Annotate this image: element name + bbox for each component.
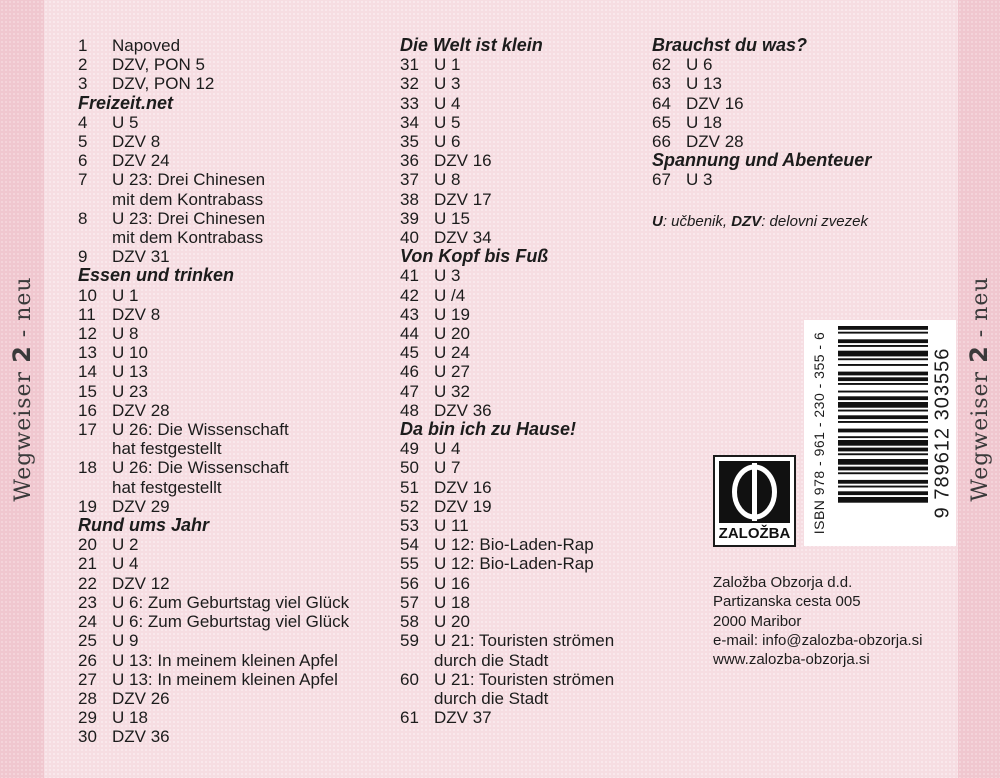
track-title-continuation: mit dem Kontrabass (112, 228, 264, 248)
track-number: 14 (78, 362, 97, 382)
track-number: 44 (400, 324, 419, 344)
track-title: U 5 (434, 112, 461, 132)
track-title: U 13: In meinem kleinen Apfel (112, 650, 338, 670)
track-entry (400, 362, 614, 381)
track-entry (400, 574, 614, 593)
track-title: U 6: Zum Geburtstag viel Glück (112, 612, 350, 632)
track-number: 36 (400, 151, 419, 171)
track-title: DZV 26 (112, 688, 170, 708)
isbn-label-wrap (804, 320, 834, 546)
track-number: 54 (400, 535, 419, 555)
track-title-continuation: hat festgestellt (112, 439, 222, 459)
publisher-logo (713, 455, 796, 547)
track-title: DZV 8 (112, 304, 161, 324)
track-number: 16 (78, 400, 97, 420)
track-title: U 3 (434, 74, 461, 94)
track-number: 45 (400, 343, 419, 363)
section-heading: Rund ums Jahr (78, 515, 210, 536)
track-number: 33 (400, 93, 419, 113)
track-entry (78, 55, 349, 74)
track-title: U 18 (112, 708, 148, 728)
publisher-email[interactable]: e-mail: info@zalozba-obzorja.si (713, 631, 923, 649)
track-number: 21 (78, 554, 97, 574)
spine-title-suffix: - neu (968, 276, 993, 346)
track-number: 13 (78, 343, 97, 363)
track-title: U 23: Drei Chinesen (112, 208, 266, 228)
track-title: U 5 (112, 112, 139, 132)
track-number: 10 (78, 285, 97, 305)
abbreviation-legend (652, 213, 868, 230)
publisher-info (713, 573, 922, 669)
track-title: DZV 34 (434, 228, 492, 248)
track-number: 51 (400, 477, 419, 497)
track-number: 11 (78, 304, 96, 324)
logo-mark (719, 461, 790, 523)
track-number: 53 (400, 516, 419, 536)
track-title: U 4 (434, 93, 461, 113)
spine-title-text: Wegweiser (968, 362, 993, 502)
track-title: DZV 37 (434, 708, 492, 728)
track-number: 60 (400, 669, 419, 689)
track-entry (400, 132, 614, 151)
track-title: U 15 (434, 208, 470, 228)
track-number: 26 (78, 650, 97, 670)
track-title: U 23 (112, 381, 148, 401)
track-entry (78, 74, 349, 93)
track-title: U 1 (112, 285, 139, 305)
track-number: 62 (652, 55, 671, 75)
track-entry (78, 708, 349, 727)
legend-u-abbr: U (652, 213, 663, 230)
track-number: 6 (78, 151, 88, 171)
track-number: 24 (78, 612, 97, 632)
track-number: 56 (400, 573, 419, 593)
track-entry (78, 612, 349, 631)
track-entry (652, 132, 871, 151)
track-title: U 12: Bio-Laden-Rap (434, 554, 594, 574)
track-title: DZV 19 (434, 496, 492, 516)
track-number: 8 (78, 208, 88, 228)
track-number: 9 (78, 247, 88, 267)
track-number: 29 (78, 708, 97, 728)
track-title: DZV 36 (112, 727, 170, 747)
track-entry (78, 651, 349, 670)
track-number: 57 (400, 592, 419, 612)
track-entry (78, 420, 349, 439)
track-number: 61 (400, 708, 419, 728)
track-number: 30 (78, 727, 97, 747)
track-number: 15 (78, 381, 97, 401)
track-number: 3 (78, 74, 88, 94)
track-entry (400, 439, 614, 458)
track-title: DZV 24 (112, 151, 170, 171)
track-number: 32 (400, 74, 419, 94)
track-entry (400, 228, 614, 247)
track-number: 67 (652, 170, 671, 190)
track-title: DZV 8 (112, 132, 161, 152)
track-number: 37 (400, 170, 419, 190)
track-entry (400, 497, 614, 516)
track-entry (652, 170, 871, 189)
track-number: 64 (652, 93, 671, 113)
track-number: 55 (400, 554, 419, 574)
track-number: 41 (400, 266, 419, 286)
legend-dzv-text: : delovni zvezek (761, 213, 868, 230)
track-entry (400, 305, 614, 324)
track-entry (78, 382, 349, 401)
track-title: U 21: Touristen strömen (434, 631, 615, 651)
section-heading: Da bin ich zu Hause! (400, 419, 577, 440)
track-title: U 16 (434, 573, 470, 593)
track-number: 43 (400, 304, 419, 324)
track-title: U 11 (434, 516, 469, 536)
track-entry (400, 74, 614, 93)
spine-title-left (8, 276, 36, 501)
track-entry (400, 478, 614, 497)
track-number: 18 (78, 458, 97, 478)
track-title: DZV 28 (112, 400, 170, 420)
track-title: U 20 (434, 612, 470, 632)
track-entry (400, 209, 614, 228)
track-title-continuation: durch die Stadt (434, 688, 549, 708)
track-title: U 32 (434, 381, 470, 401)
track-title: U 20 (434, 324, 470, 344)
track-entry (400, 190, 614, 209)
track-entry (400, 401, 614, 420)
track-number: 50 (400, 458, 419, 478)
track-entry (652, 74, 871, 93)
track-title: DZV, PON 12 (112, 74, 215, 94)
track-list-column-1 (78, 36, 349, 747)
track-entry (400, 708, 614, 727)
track-title: U 2 (112, 535, 139, 555)
track-entry (78, 324, 349, 343)
track-number: 20 (78, 535, 97, 555)
logo-name: ZALOŽBA (718, 525, 791, 542)
track-entry (78, 497, 349, 516)
track-number: 31 (400, 55, 419, 75)
track-title: DZV 16 (434, 477, 492, 497)
track-number: 34 (400, 112, 419, 132)
track-entry (400, 343, 614, 362)
track-entry (400, 170, 614, 189)
track-title: U 3 (434, 266, 461, 286)
section-heading: Die Welt ist klein (400, 35, 543, 55)
track-number: 66 (652, 132, 671, 152)
spine-volume-number: 2 (8, 345, 36, 363)
track-number: 27 (78, 669, 97, 689)
publisher-street: Partizanska cesta 005 (713, 593, 861, 611)
track-entry (400, 554, 614, 573)
track-number: 4 (78, 112, 88, 132)
track-title: U 18 (686, 112, 722, 132)
track-entry (78, 458, 349, 477)
track-entry (400, 151, 614, 170)
track-entry (400, 535, 614, 554)
track-entry (400, 516, 614, 535)
track-title: U 27 (434, 362, 470, 382)
track-entry (400, 113, 614, 132)
track-title: DZV 12 (112, 573, 170, 593)
track-entry (78, 209, 349, 228)
spine-volume-number: 2 (965, 345, 993, 363)
track-title: Napoved (112, 36, 181, 55)
publisher-city: 2000 Maribor (713, 612, 802, 630)
track-title: U 12: Bio-Laden-Rap (434, 535, 594, 555)
track-entry (78, 343, 349, 362)
legend-dzv-abbr: DZV (731, 213, 762, 230)
spine-title-text: Wegweiser (11, 362, 36, 502)
track-number: 7 (78, 170, 88, 190)
track-title: U 1 (434, 55, 461, 75)
legend-u-text: : učbenik, (662, 213, 732, 230)
track-entry (78, 170, 349, 189)
track-entry (400, 670, 614, 689)
track-title: DZV 16 (686, 93, 744, 113)
track-entry (400, 55, 614, 74)
track-title: DZV 16 (434, 151, 492, 171)
track-number: 38 (400, 189, 419, 209)
track-entry (400, 382, 614, 401)
spine-title-right (965, 276, 993, 501)
track-number: 48 (400, 400, 419, 420)
track-entry (400, 266, 614, 285)
track-entry (400, 631, 614, 650)
track-title: U 13: In meinem kleinen Apfel (112, 669, 338, 689)
track-number: 65 (652, 112, 671, 132)
track-title: U 6 (686, 55, 713, 75)
track-number: 47 (400, 381, 419, 401)
section-heading: Spannung und Abenteuer (652, 150, 872, 171)
section-heading: Brauchst du was? (652, 35, 808, 55)
isbn-label: ISBN 978 - 961 - 230 - 355 - 6 (811, 331, 827, 535)
section-heading: Freizeit.net (78, 92, 174, 113)
track-number: 17 (78, 420, 97, 440)
track-number: 12 (78, 324, 97, 344)
track-entry (78, 535, 349, 554)
track-title: U 26: Die Wissenschaft (112, 420, 289, 440)
track-title: U 10 (112, 343, 148, 363)
track-title: U 13 (686, 74, 722, 94)
publisher-website[interactable]: www.zalozba-obzorja.si (713, 651, 870, 669)
track-title-continuation: hat festgestellt (112, 477, 222, 497)
track-number: 23 (78, 592, 97, 612)
track-title: DZV 28 (686, 132, 744, 152)
track-number: 58 (400, 612, 419, 632)
spine-right (958, 0, 1000, 778)
track-title: DZV, PON 5 (112, 55, 205, 75)
track-title: U 9 (112, 631, 139, 651)
track-number: 5 (78, 132, 88, 152)
track-number: 40 (400, 228, 419, 248)
track-number: 35 (400, 132, 419, 152)
publisher-name: Založba Obzorja d.d. (713, 574, 853, 591)
track-entry (78, 132, 349, 151)
track-title: U 18 (434, 592, 470, 612)
track-entry (78, 286, 349, 305)
track-title: DZV 29 (112, 496, 170, 516)
track-entry (78, 574, 349, 593)
track-title: U 7 (434, 458, 461, 478)
track-entry (400, 94, 614, 113)
track-number: 52 (400, 496, 419, 516)
track-entry (400, 593, 614, 612)
track-entry (652, 94, 871, 113)
track-list-column-2 (400, 36, 614, 727)
section-heading: Essen und trinken (78, 265, 235, 286)
track-title: DZV 36 (434, 400, 492, 420)
track-entry (652, 113, 871, 132)
track-entry (78, 689, 349, 708)
isbn-digits-wrap (928, 320, 958, 546)
track-title: U /4 (434, 285, 466, 305)
track-title: DZV 31 (112, 247, 170, 267)
section-heading: Von Kopf bis Fuß (400, 246, 549, 267)
track-title: U 3 (686, 170, 713, 190)
track-title: U 6 (434, 132, 461, 152)
spine-title-suffix: - neu (11, 276, 36, 346)
track-list-column-3 (652, 36, 871, 190)
isbn-digits: 9 789612 303556 (931, 347, 954, 519)
track-title: U 19 (434, 304, 470, 324)
track-number: 49 (400, 439, 419, 459)
track-entry (78, 305, 349, 324)
track-entry (78, 631, 349, 650)
track-title: U 4 (434, 439, 461, 459)
track-number: 22 (78, 573, 97, 593)
track-number: 39 (400, 208, 419, 228)
track-entry (78, 151, 349, 170)
track-title: U 4 (112, 554, 139, 574)
track-entry (78, 401, 349, 420)
track-title: U 23: Drei Chinesen (112, 170, 266, 190)
track-title: U 6: Zum Geburtstag viel Glück (112, 592, 350, 612)
track-title-continuation: mit dem Kontrabass (112, 189, 264, 209)
track-title: U 8 (434, 170, 461, 190)
track-entry (78, 36, 349, 55)
track-entry (78, 247, 349, 266)
spine-left (0, 0, 44, 778)
track-title-continuation: durch die Stadt (434, 650, 549, 670)
track-number: 42 (400, 285, 419, 305)
track-title: U 26: Die Wissenschaft (112, 458, 289, 478)
track-entry (400, 612, 614, 631)
track-title: U 24 (434, 343, 470, 363)
track-title: U 21: Touristen strömen (434, 669, 615, 689)
track-entry (652, 55, 871, 74)
track-entry (78, 727, 349, 746)
track-number: 1 (78, 36, 88, 55)
track-entry (78, 554, 349, 573)
track-number: 19 (78, 496, 97, 516)
track-number: 59 (400, 631, 419, 651)
track-number: 63 (652, 74, 671, 94)
track-entry (400, 286, 614, 305)
track-title: U 8 (112, 324, 139, 344)
track-title: U 13 (112, 362, 148, 382)
track-entry (78, 113, 349, 132)
track-entry (78, 670, 349, 689)
track-entry (400, 324, 614, 343)
track-title: DZV 17 (434, 189, 492, 209)
track-entry (78, 593, 349, 612)
track-entry (400, 458, 614, 477)
logo-o-icon (719, 461, 790, 523)
track-entry (78, 362, 349, 381)
track-number: 46 (400, 362, 419, 382)
track-number: 2 (78, 55, 88, 75)
track-number: 28 (78, 688, 97, 708)
track-number: 25 (78, 631, 97, 651)
